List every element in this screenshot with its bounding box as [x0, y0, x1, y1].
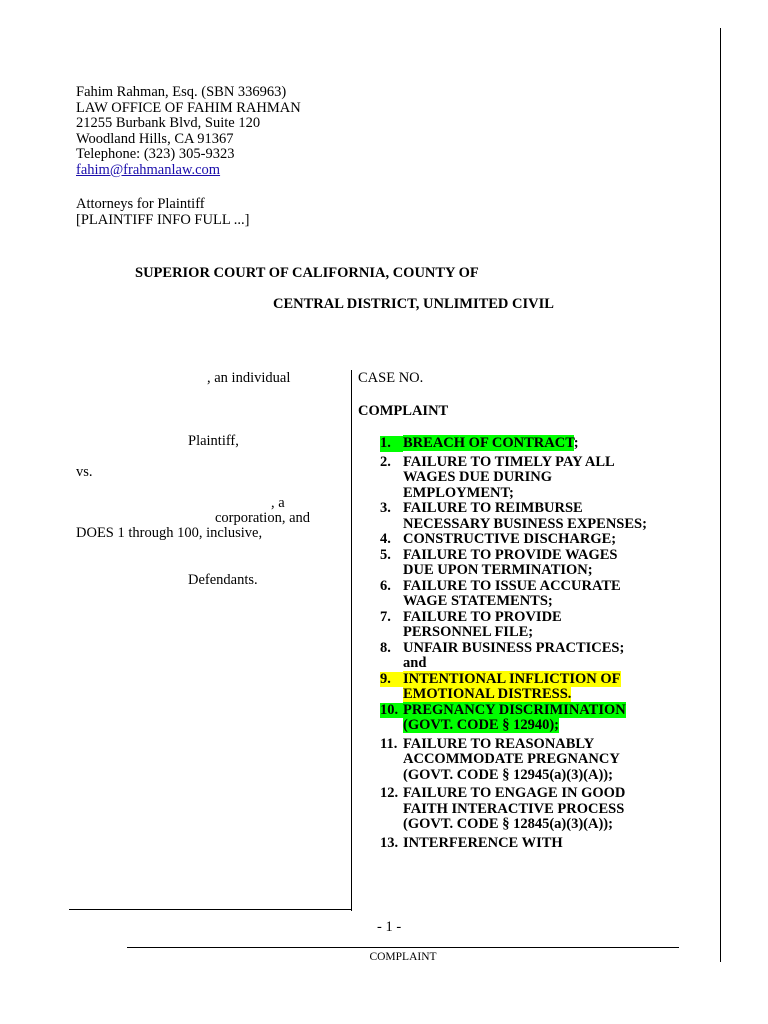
cause-text-line [403, 436, 670, 452]
court-district: CENTRAL DISTRICT, UNLIMITED CIVIL [273, 296, 554, 312]
cause-line-text: FAILURE TO PROVIDE [403, 608, 562, 625]
cause-number: 7. [380, 608, 391, 625]
cause-text-line [403, 501, 670, 517]
cause-number: 6. [380, 577, 391, 594]
cause-of-action-item [380, 737, 670, 784]
cause-text-line [403, 486, 670, 502]
versus: vs. [76, 464, 93, 480]
caption-divider-vertical [351, 370, 352, 911]
cause-text [403, 641, 670, 672]
cause-line-text: BREACH OF CONTRACT [403, 435, 574, 451]
cause-line-text: (GOVT. CODE § 12940); [403, 717, 560, 733]
cause-text [403, 548, 670, 579]
cause-line-text: CONSTRUCTIVE DISCHARGE; [403, 531, 617, 547]
right-margin-rule [720, 28, 721, 962]
complaint-title: COMPLAINT [358, 403, 449, 419]
cause-text [403, 455, 670, 502]
cause-line-text: FAILURE TO PROVIDE WAGES [403, 546, 618, 563]
case-number: CASE NO. [358, 370, 424, 386]
cause-line-text: EMOTIONAL DISTRESS. [403, 686, 572, 702]
cause-number: 3. [380, 500, 391, 516]
cause-text-line [403, 625, 670, 641]
cause-text-line [403, 737, 670, 753]
cause-text-line [403, 455, 670, 471]
cause-line-text: FAILURE TO TIMELY PAY ALL [403, 453, 615, 470]
attorney-block [76, 85, 301, 228]
cause-number: 5. [380, 546, 391, 563]
street-address: 21255 Burbank Blvd, Suite 120 [76, 115, 261, 131]
cause-text-line [403, 802, 670, 818]
cause-line-text: UNFAIR BUSINESS PRACTICES; [403, 639, 625, 656]
plaintiff-description: , an individual [207, 370, 291, 386]
firm-name: LAW OFFICE OF FAHIM RAHMAN [76, 99, 301, 116]
cause-line-text: INTERFERENCE WITH [403, 834, 563, 851]
cause-text [403, 501, 670, 532]
cause-number: 1. [380, 436, 403, 452]
cause-number: 2. [380, 453, 391, 470]
cause-of-action-item [380, 548, 670, 579]
cause-suffix: ; [573, 435, 579, 451]
plaintiff-label: Plaintiff, [188, 433, 239, 449]
cause-text-line [403, 579, 670, 595]
cause-text-line [403, 687, 670, 703]
cause-line-text: PERSONNEL FILE; [403, 624, 534, 640]
cause-number: 9. [380, 672, 403, 688]
does-defendants: DOES 1 through 100, inclusive, [76, 525, 263, 541]
cause-text [403, 610, 670, 641]
cause-text [403, 436, 670, 452]
cause-text-line [403, 563, 670, 579]
cause-of-action-item [380, 641, 670, 672]
cause-text-line [403, 672, 670, 688]
defendant-corporation: corporation, and [215, 510, 311, 526]
cause-number: 10. [380, 703, 403, 719]
footer-label: COMPLAINT [369, 951, 437, 963]
cause-line-text: (GOVT. CODE § 12845(a)(3)(A)); [403, 816, 613, 832]
defendant-a: , a [271, 495, 285, 511]
telephone: Telephone: (323) 305-9323 [76, 146, 235, 162]
cause-of-action-item [380, 610, 670, 641]
footer-rule [127, 947, 679, 948]
court-name: SUPERIOR COURT OF CALIFORNIA, COUNTY OF [135, 265, 479, 281]
cause-of-action-item [380, 532, 670, 548]
cause-text-line [403, 786, 670, 802]
cause-text [403, 836, 670, 852]
attorney-name: Fahim Rahman, Esq. (SBN 336963) [76, 84, 287, 100]
cause-of-action-item [380, 436, 670, 452]
email-link[interactable]: fahim@frahmanlaw.com [76, 161, 221, 178]
cause-text-line [403, 836, 670, 852]
plaintiff-info: [PLAINTIFF INFO FULL ...] [76, 211, 250, 228]
cause-line-text: FAITH INTERACTIVE PROCESS [403, 800, 625, 817]
cause-text-line [403, 817, 670, 833]
cause-text-line [403, 752, 670, 768]
cause-text [403, 579, 670, 610]
cause-line-text: WAGE STATEMENTS; [403, 593, 553, 609]
cause-line-text: PREGNANCY DISCRIMINATION [403, 701, 626, 718]
cause-number: 8. [380, 639, 391, 656]
cause-line-text: FAILURE TO ENGAGE IN GOOD [403, 785, 626, 801]
cause-text-line [403, 703, 670, 719]
cause-text [403, 786, 670, 833]
cause-text [403, 672, 670, 703]
page-number: - 1 - [377, 919, 402, 935]
cause-line-text: FAILURE TO ISSUE ACCURATE [403, 577, 621, 594]
cause-number: 4. [380, 531, 391, 547]
cause-text-line [403, 532, 670, 548]
cause-line-text: NECESSARY BUSINESS EXPENSES; [403, 515, 647, 532]
cause-text-line [403, 656, 670, 672]
causes-of-action-list [380, 436, 670, 851]
cause-of-action-item [380, 786, 670, 833]
cause-text-line [403, 641, 670, 657]
cause-text-line [403, 594, 670, 610]
cause-number: 13. [380, 834, 399, 851]
caption-divider-horizontal [69, 909, 352, 910]
cause-number: 12. [380, 785, 399, 801]
cause-line-text: EMPLOYMENT; [403, 484, 514, 501]
defendants-label: Defendants. [188, 572, 258, 588]
city-address: Woodland Hills, CA 91367 [76, 130, 234, 147]
cause-line-text: DUE UPON TERMINATION; [403, 562, 593, 578]
cause-text [403, 737, 670, 784]
cause-line-text: WAGES DUE DURING [403, 469, 553, 485]
cause-text [403, 703, 670, 734]
cause-of-action-item [380, 579, 670, 610]
cause-line-text: and [403, 655, 427, 671]
cause-text [403, 532, 670, 548]
cause-of-action-item [380, 703, 670, 734]
cause-text-line [403, 548, 670, 564]
cause-text-line [403, 718, 670, 734]
cause-line-text: INTENTIONAL INFLICTION OF [403, 670, 621, 687]
cause-line-text: ACCOMMODATE PREGNANCY [403, 751, 620, 767]
cause-number: 11. [380, 735, 398, 752]
cause-line-text: FAILURE TO REASONABLY [403, 735, 595, 752]
cause-of-action-item [380, 836, 670, 852]
attorneys-for: Attorneys for Plaintiff [76, 196, 205, 212]
cause-of-action-item [380, 455, 670, 502]
cause-line-text: (GOVT. CODE § 12945(a)(3)(A)); [403, 766, 613, 783]
cause-of-action-item [380, 672, 670, 703]
cause-text-line [403, 610, 670, 626]
cause-text-line [403, 768, 670, 784]
cause-line-text: FAILURE TO REIMBURSE [403, 500, 583, 516]
cause-text-line [403, 517, 670, 533]
cause-text-line [403, 470, 670, 486]
cause-of-action-item [380, 501, 670, 532]
